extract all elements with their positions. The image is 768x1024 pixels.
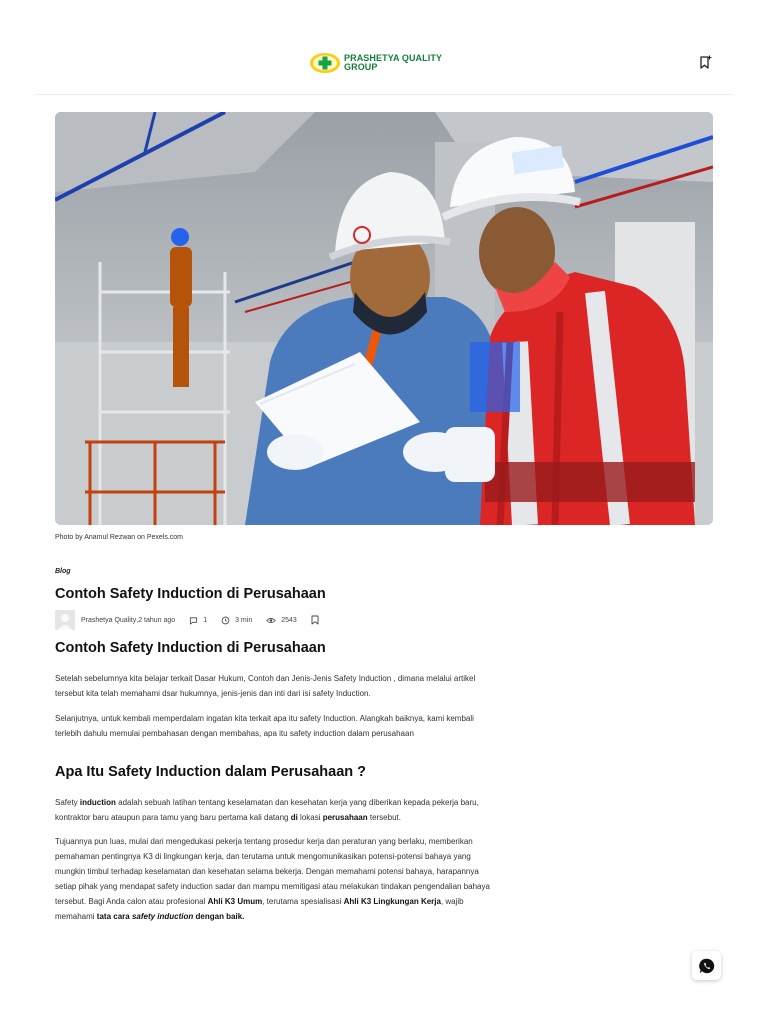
eye-icon [266, 616, 276, 625]
bold-run: tata cara [96, 912, 132, 921]
post-date: 2 tahun ago [138, 616, 176, 624]
user-placeholder-icon [55, 610, 75, 630]
text-run: lokasi [297, 813, 323, 822]
view-count-value: 2543 [281, 616, 297, 624]
bookmark-list-button[interactable] [696, 54, 716, 72]
header-divider [35, 94, 733, 95]
whatsapp-chat-button[interactable] [692, 951, 721, 980]
clock-icon [221, 616, 230, 625]
site-header [0, 0, 768, 95]
author-name[interactable]: Prashetya Quality [81, 616, 137, 624]
text-run: Safety [55, 798, 80, 807]
bold-run: Ahli K3 Lingkungan Kerja [343, 897, 441, 906]
paragraph-2: Selanjutnya, untuk kembali memperdalam ingatan kita terkait apa itu safety Induction. Alangkah baiknya, kami kembali terlebih dahulu memulai pembahasan dengan membahas, apa itu safety induction dalam perusahaan [55, 714, 474, 738]
bold-run: Ahli K3 Umum [207, 897, 263, 906]
brand-name [344, 54, 442, 72]
photo-credit: Photo by Anamul Rezwan on Pexels.com [55, 534, 184, 541]
bold-run: induction [79, 798, 116, 807]
read-time [221, 616, 252, 625]
brand-line-2: GROUP [344, 62, 378, 72]
text-run: adalah sebuah latihan tentang keselamatan dan kesehatan kerja yang diberikan kepada pekerja baru, kontraktor baru ataupun para tamu yang baru pertama kali datang [55, 798, 479, 822]
text-run: , wajib memahami [55, 897, 464, 921]
section-heading-1: Contoh Safety Induction di Perusahaan [55, 640, 326, 656]
text-run: , terutama spesialisasi [262, 897, 344, 906]
author-date [81, 617, 175, 624]
view-count [266, 616, 297, 625]
author-avatar[interactable] [55, 610, 75, 630]
paragraph-1: Setelah sebelumnya kita belajar terkait Dasar Hukum, Contoh dan Jenis-Jenis Safety Induction , dimana melalui artikel tersebut kita telah memahami dsar hukumnya, jenis-jenis dan inti dari isi safety Induction. [55, 674, 476, 698]
text-run: tersebut. [367, 813, 401, 822]
meta-separator: , [136, 616, 139, 624]
logo-emblem-icon [309, 52, 341, 74]
bold-run: perusahaan [322, 813, 368, 822]
paragraph-4 [55, 834, 500, 924]
bold-run: dengan baik. [193, 912, 245, 921]
featured-image [55, 112, 713, 525]
comment-count[interactable] [189, 616, 207, 625]
post-category[interactable]: Blog [55, 568, 71, 575]
bookmark-plus-icon [696, 54, 716, 72]
text-run: Tujuannya pun luas, mulai dari mengedukasi pekerja tentang prosedur kerja dan peraturan yang berlaku, memberikan pemahaman pentingnya K3 di lingkungan kerja, dan terutama untuk mengomunikasikan potensi-potensi bahaya yang mungkin timbul terhadap keselamatan dan kesehatan selama bekerja. Dengan memahami potensi bahaya, harapannya setiap pihak yang mendapat safety induction sadar dan mampu memitigasi atau melakukan tindakan pengendalian bahaya tersebut. Bagi Anda calon atau profesional [55, 837, 490, 906]
read-time-value: 3 min [235, 616, 253, 624]
post-meta [55, 610, 500, 630]
bookmark-post-button[interactable] [311, 615, 324, 625]
comment-count-value: 1 [203, 616, 208, 624]
post-title: Contoh Safety Induction di Perusahaan [55, 586, 326, 602]
bookmark-icon [311, 615, 319, 625]
whatsapp-icon [698, 957, 716, 975]
bold-run: di [290, 813, 298, 822]
site-logo[interactable] [309, 52, 442, 74]
brand-line-1: PRASHETYA QUALITY [344, 53, 443, 63]
section-heading-2: Apa Itu Safety Induction dalam Perusahaan ? [55, 764, 367, 780]
article [55, 568, 500, 924]
comment-icon [189, 616, 198, 625]
paragraph-3 [55, 795, 500, 825]
bold-italic-run: safety induction [131, 912, 194, 921]
